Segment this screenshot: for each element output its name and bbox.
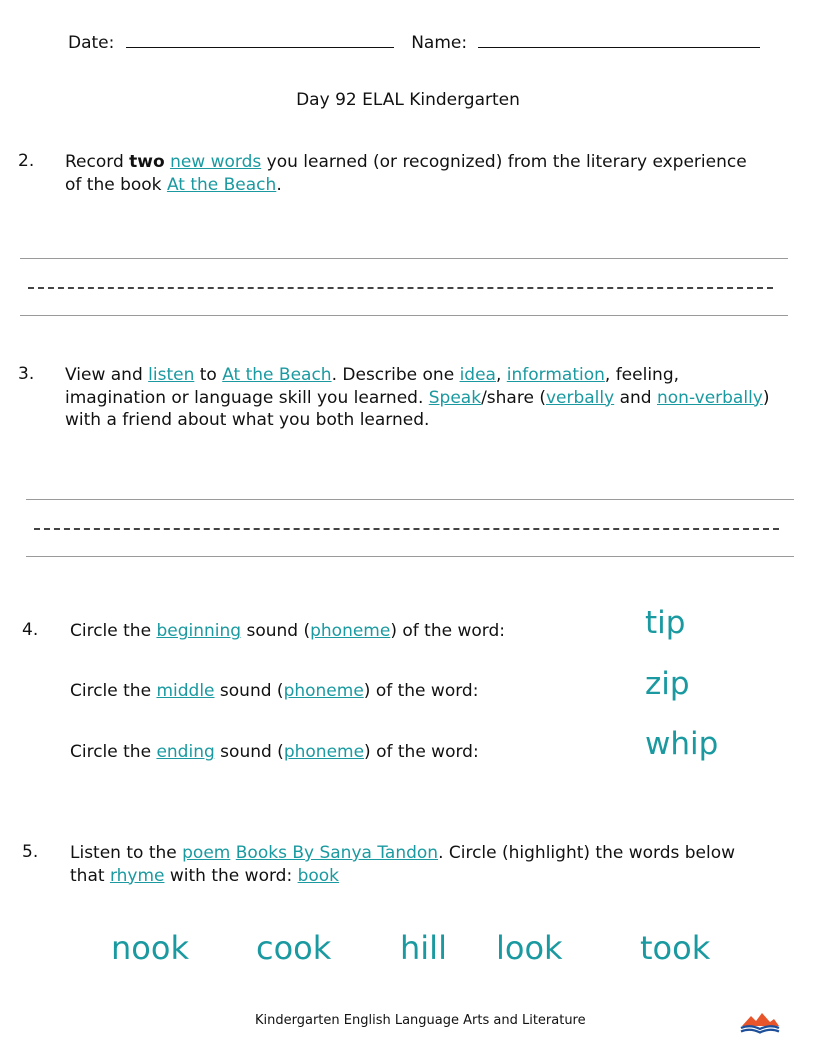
q3-number: 3. <box>18 364 35 384</box>
word-whip[interactable]: whip <box>645 726 719 762</box>
link-listen[interactable]: listen <box>148 365 195 385</box>
rhyme-word-took[interactable]: took <box>640 929 711 967</box>
q4-text-part: Circle the <box>70 681 157 701</box>
q2-text-part: Record <box>65 152 130 172</box>
q3-text-part: /share ( <box>481 387 546 408</box>
q2-text <box>65 151 785 196</box>
q5-text-part: that <box>70 865 110 886</box>
rhyme-word-cook[interactable]: cook <box>256 929 332 967</box>
word-tip[interactable]: tip <box>645 605 686 641</box>
q3-text-part: , <box>495 365 507 385</box>
q4-text-part: Circle the <box>70 621 157 641</box>
link-phoneme[interactable]: phoneme <box>283 681 364 701</box>
link-at-the-beach[interactable]: At the Beach <box>222 365 332 385</box>
header-row <box>68 33 760 53</box>
q3-text-part: , feeling, <box>604 365 680 385</box>
q5-number: 5. <box>22 842 39 862</box>
name-label: Name: <box>411 33 468 53</box>
link-phoneme[interactable]: phoneme <box>283 742 365 762</box>
q3-text-part: ) <box>762 387 770 408</box>
q2-text-part: you learned (or recognized) from the literary experience <box>261 152 747 172</box>
link-phoneme[interactable]: phoneme <box>310 621 391 641</box>
q4-text-part: ) of the word: <box>363 681 479 701</box>
q5-text-part: . Circle (highlight) the words below <box>438 843 736 863</box>
q4-row-beginning <box>70 620 505 643</box>
q4-number: 4. <box>22 620 39 640</box>
link-non-verbally[interactable]: non-verbally <box>657 387 763 408</box>
page-title: Day 92 ELAL Kindergarten <box>296 90 520 110</box>
q5-text-part: with the word: <box>164 865 298 886</box>
q3-text <box>65 364 795 432</box>
q2-text-part: . <box>276 174 282 195</box>
link-books-by-sanya-tandon[interactable]: Books By Sanya Tandon <box>235 843 439 863</box>
link-middle[interactable]: middle <box>156 681 215 701</box>
q3-answer-line-top <box>26 499 794 500</box>
q4-text-part: ) of the word: <box>364 742 479 762</box>
q3-text-part: . Describe one <box>331 365 460 385</box>
q4-row-ending <box>70 741 479 764</box>
link-speak[interactable]: Speak <box>428 387 482 408</box>
link-ending[interactable]: ending <box>156 742 215 762</box>
link-verbally[interactable]: verbally <box>545 387 615 408</box>
word-zip[interactable]: zip <box>645 666 690 702</box>
q2-answer-line-middle <box>28 287 773 289</box>
q3-text-part: imagination or language skill you learned. <box>65 387 429 408</box>
name-blank[interactable] <box>478 47 760 48</box>
q3-answer-line-bottom <box>26 556 794 557</box>
mountain-book-logo-icon <box>739 1010 781 1036</box>
q3-text-part: View and <box>65 365 149 385</box>
link-idea[interactable]: idea <box>459 365 496 385</box>
q2-bold-two: two <box>129 152 165 172</box>
q5-text <box>70 842 790 887</box>
link-book[interactable]: book <box>297 865 340 886</box>
footer-text: Kindergarten English Language Arts and Literature <box>255 1013 586 1028</box>
q4-text-part: ) of the word: <box>390 621 505 641</box>
rhyme-word-hill[interactable]: hill <box>400 929 447 967</box>
rhyme-word-nook[interactable]: nook <box>111 929 189 967</box>
link-information[interactable]: information <box>506 365 605 385</box>
rhyme-word-look[interactable]: look <box>496 929 563 967</box>
q2-number: 2. <box>18 151 35 171</box>
q3-text-part: with a friend about what you both learned. <box>65 410 430 430</box>
q4-text-part: Circle the <box>70 742 157 762</box>
link-poem[interactable]: poem <box>182 843 231 863</box>
q3-text-part: and <box>614 387 657 408</box>
q5-text-part: Listen to the <box>70 843 183 863</box>
link-beginning[interactable]: beginning <box>156 621 242 641</box>
q3-answer-line-middle <box>34 528 779 530</box>
q2-answer-line-top <box>20 258 788 259</box>
q2-answer-line-bottom <box>20 315 788 316</box>
q4-text-part: sound ( <box>214 742 284 762</box>
q2-text-part: of the book <box>65 174 167 195</box>
link-at-the-beach[interactable]: At the Beach <box>166 174 277 195</box>
link-rhyme[interactable]: rhyme <box>109 865 165 886</box>
q3-text-part: to <box>194 365 223 385</box>
date-blank[interactable] <box>126 47 394 48</box>
q4-text-part: sound ( <box>214 681 284 701</box>
date-label: Date: <box>68 33 115 53</box>
q4-text-part: sound ( <box>241 621 311 641</box>
q4-row-middle <box>70 680 478 703</box>
link-new-words[interactable]: new words <box>170 152 262 172</box>
